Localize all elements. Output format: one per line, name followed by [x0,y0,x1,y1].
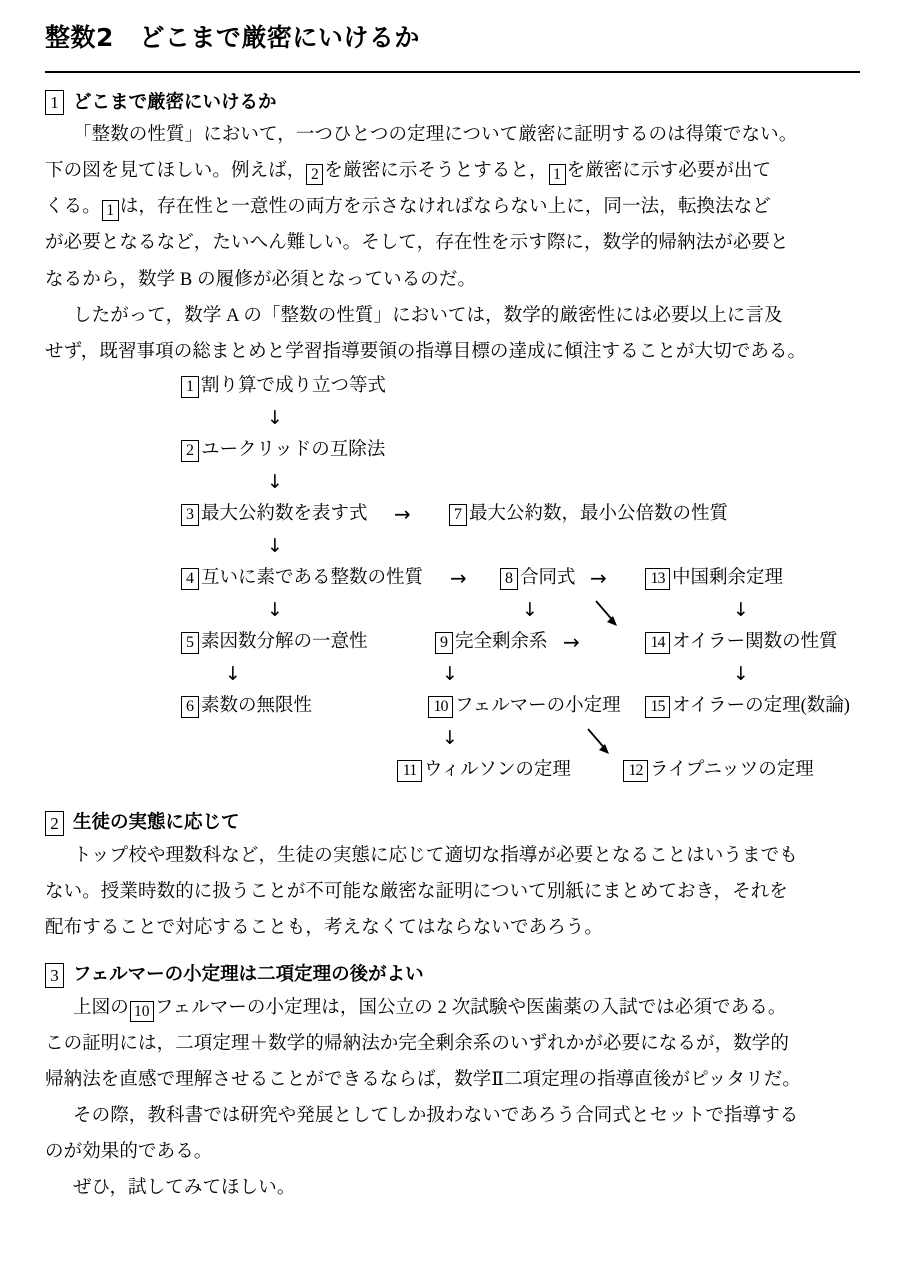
arrow-down-icon: ↓ [522,598,538,621]
text-run: フェルマーの小定理は，国公立の 2 次試験や医歯薬の入試では必須である。 [154,997,787,1018]
diagram-node-label: オイラー関数の性質 [672,632,838,653]
diagram-node-label: 中国剰余定理 [672,568,784,589]
paragraph-line [45,1062,860,1098]
text-run: 配布することで対応することも，考えなくてはならないであろう。 [45,917,604,938]
diagram-node-label: オイラーの定理(数論) [672,696,850,717]
diagram-node-n15 [645,696,850,718]
paragraph-line [45,1026,860,1062]
arrow-down-icon: ↓ [733,662,749,685]
arrow-right-icon: → [563,629,580,654]
paragraph-line [45,874,860,910]
text-run: を厳密に示そうとすると， [324,161,548,182]
arrow-down-icon: ↓ [267,598,283,621]
diagram-node-number: 14 [645,632,670,654]
diagram-node-label: 最大公約数を表す式 [201,504,368,525]
diagram-node-number: 13 [645,568,670,590]
paragraph-line [45,990,860,1026]
inline-reference-box: 1 [102,200,119,221]
diagram-node-number: 6 [181,696,199,718]
diagram-node-n4 [181,568,423,590]
paragraph [45,838,860,946]
paragraph-line [45,1170,860,1206]
diagram-node-label: ユークリッドの互除法 [201,440,386,461]
paragraph-line [45,838,860,874]
section-title: どこまで厳密にいけるか [73,91,277,113]
arrow-right-icon: → [590,565,607,590]
diagram-node-label: ウィルソンの定理 [424,760,571,781]
diagram-node-number: 9 [435,632,453,654]
diagram-node-n14 [645,632,838,654]
text-run: 上図の [73,997,129,1018]
inline-reference-box: 1 [549,164,566,185]
paragraph-line [45,189,860,225]
text-run: この証明には，二項定理＋数学的帰納法か完全剰余系のいずれかが必要になるが，数学的 [45,1033,790,1054]
diagram-node-n11 [397,760,571,782]
section-number-box: 2 [45,811,64,836]
text-run: したがって，数学 A の「整数の性質」においては，数学的厳密性には必要以上に言及 [73,305,783,326]
paragraph-line [45,117,860,153]
diagram-node-label: ライプニッツの定理 [650,760,814,781]
arrow-down-icon: ↓ [267,534,283,557]
diagram-node-n10 [428,696,621,718]
diagram-node-n6 [181,696,312,718]
arrow-down-icon: ↓ [267,406,283,429]
diagram-node-n13 [645,568,783,590]
arrow-down-icon: ↓ [442,726,458,749]
arrow-down-icon: ↓ [267,470,283,493]
diagram-node-number: 12 [623,760,648,782]
paragraph [45,1098,860,1170]
integer-theorem-flow-diagram [45,376,860,794]
diagram-node-number: 15 [645,696,670,718]
paragraph-line [45,334,860,370]
text-run: トップ校や理数科など，生徒の実態に応じて適切な指導が必要となることはいうまでも [73,845,798,866]
text-run: ぜひ，試してみてほしい。 [73,1178,296,1199]
arrow-down-right-icon [593,598,623,630]
paragraph [45,1170,860,1206]
diagram-node-number: 5 [181,632,199,654]
diagram-node-label: 最大公約数，最小公倍数の性質 [469,504,729,525]
sections-container [45,90,860,1206]
text-run: なるから，数学 B の履修が必須となっているのだ。 [45,269,477,290]
section-number-box: 3 [45,963,64,988]
diagram-node-label: 完全剰余系 [455,632,548,653]
text-run: 「整数の性質」において，一つひとつの定理について厳密に証明するのは得策でない。 [73,125,798,146]
diagram-node-number: 7 [449,504,467,526]
diagram-node-number: 4 [181,568,199,590]
diagram-node-label: 素因数分解の一意性 [201,632,368,653]
text-run: せず，既習事項の総まとめと学習指導要領の指導目標の達成に傾注することが大切である。 [45,341,807,362]
diagram-node-label: フェルマーの小定理 [455,696,621,717]
diagram-node-n1 [181,376,386,398]
diagram-node-label: 割り算で成り立つ等式 [201,376,387,397]
title-divider [45,71,860,73]
arrow-right-icon: → [450,565,467,590]
diagram-node-n12 [623,760,814,782]
paragraph-line [45,262,860,298]
text-run: 下の図を見てほしい。例えば， [45,161,306,182]
diagram-node-number: 8 [500,568,518,590]
diagram-node-n3 [181,504,368,526]
section-heading-2 [45,811,860,836]
diagram-node-number: 1 [181,376,199,398]
paragraph-line [45,153,860,189]
section-title: 生徒の実態に応じて [73,812,240,834]
paragraph-line [45,1098,860,1134]
text-run: のが効果的である。 [45,1142,213,1163]
diagram-node-n2 [181,440,385,462]
diagram-node-label: 合同式 [520,568,576,589]
paragraph [45,990,860,1098]
diagram-node-number: 11 [397,760,422,782]
inline-reference-box: 10 [130,1001,154,1022]
section-title: フェルマーの小定理は二項定理の後がよい [73,964,424,986]
text-run: を厳密に示す必要が出て [566,161,772,182]
diagram-node-label: 素数の無限性 [201,696,313,717]
text-run: その際，教科書では研究や発展としてしか扱わないであろう合同式とセットで指導する [73,1106,799,1127]
diagram-node-n7 [449,504,728,526]
diagram-node-n5 [181,632,368,654]
diagram-node-n9 [435,632,548,654]
arrow-down-icon: ↓ [225,662,241,685]
text-run: 帰納法を直感で理解させることができるならば，数学Ⅱ二項定理の指導直後がピッタリだ。 [45,1070,801,1090]
text-run: くる。 [45,197,101,218]
text-run: ない。授業時数的に扱うことが不可能な厳密な証明について別紙にまとめておき，それを [45,881,788,902]
page-title: 整数2 どこまで厳密にいけるか [45,23,420,52]
paragraph [45,298,860,370]
diagram-node-label: 互いに素である整数の性質 [201,568,424,589]
arrow-right-icon: → [394,501,411,526]
section-heading-3 [45,963,860,988]
paragraph-line [45,298,860,334]
diagram-node-number: 3 [181,504,199,526]
section-heading-1 [45,90,860,115]
arrow-down-icon: ↓ [442,662,458,685]
text-run: は，存在性と一意性の両方を示さなければならない上に，同一法，転換法など [119,197,771,218]
paragraph [45,117,860,297]
diagram-node-number: 10 [428,696,453,718]
paragraph-line [45,1134,860,1170]
paragraph-line [45,910,860,946]
arrow-down-icon: ↓ [733,598,749,621]
arrow-down-right-icon [585,726,615,758]
diagram-node-n8 [500,568,576,590]
section-number-box: 1 [45,90,64,115]
text-run: が必要となるなど，たいへん難しい。そして，存在性を示す際に，数学的帰納法が必要と [45,233,789,254]
diagram-node-number: 2 [181,440,199,462]
inline-reference-box: 2 [306,164,323,185]
paragraph-line [45,225,860,261]
